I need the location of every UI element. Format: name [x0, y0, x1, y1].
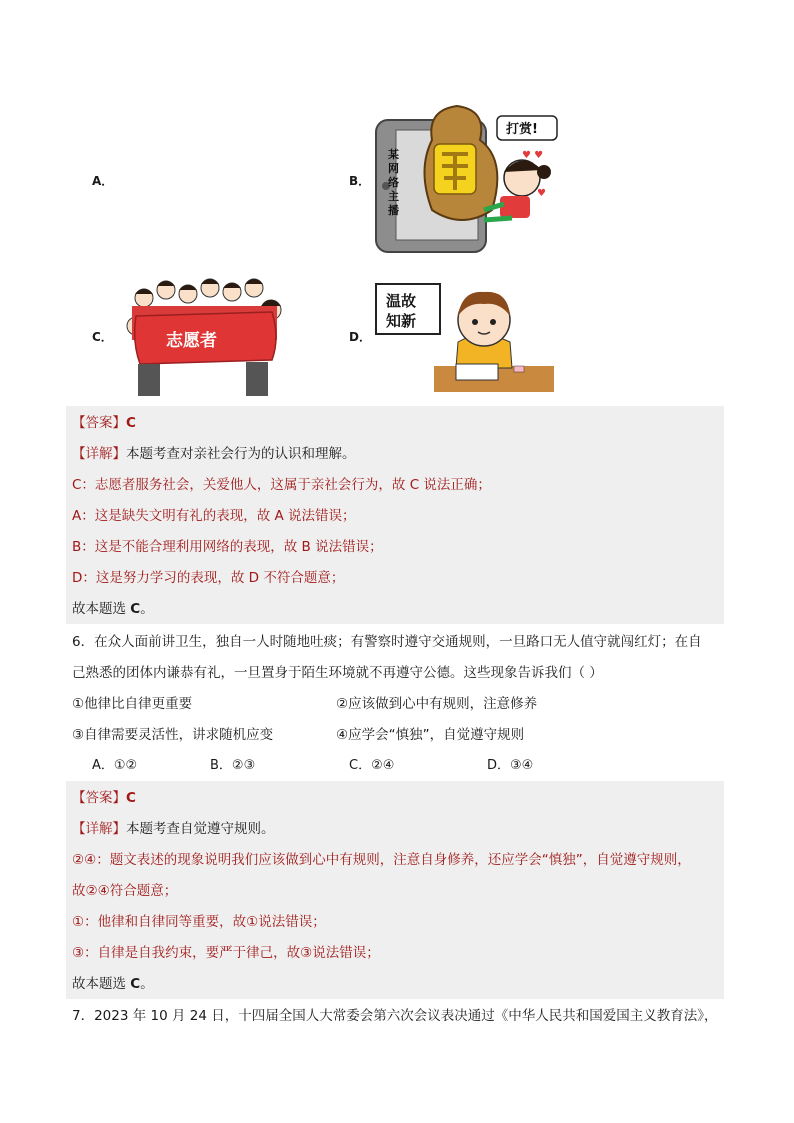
q6-stem-line1: 6．在众人面前讲卫生，独自一人时随地吐痰；有警察时遵守交通规则，一旦路口无人值守就闯红灯；在自 — [72, 634, 702, 650]
q5-analysis-d: D：这是努力学习的表现，故 D 不符合题意； — [72, 570, 345, 586]
q6-analysis-line1: ②④：题文表述的现象说明我们应该做到心中有规则，注意自身修养，还应学会“慎独”，自觉遵守规则， — [72, 852, 691, 868]
q6-choice-c: C．②④ — [349, 758, 395, 773]
q6-item-3: ③自律需要灵活性，讲求随机应变 — [72, 727, 274, 743]
option-b-illustration — [372, 100, 562, 255]
q5-analysis-a: A：这是缺失文明有礼的表现，故 A 说法错误； — [72, 508, 356, 524]
q5-detail-line: 【详解】本题考查对亲社会行为的认识和理解。 — [72, 446, 356, 462]
option-a-label: A． — [92, 174, 114, 188]
q6-analysis-line2: 故②④符合题意； — [72, 883, 178, 899]
q6-choice-b: B．②③ — [210, 758, 256, 773]
q7-stem-line1: 7．2023 年 10 月 24 日，十四届全国人大常委会第六次会议表决通过《中华人民共和国爱国主义教育法》， — [72, 1008, 718, 1024]
option-c-banner: 志愿者 — [166, 331, 217, 351]
q6-answer-line: 【答案】C — [72, 790, 136, 806]
option-c-label: C． — [92, 330, 113, 344]
q6-analysis-line3: ①：他律和自律同等重要，故①说法错误； — [72, 914, 326, 930]
q6-detail-line: 【详解】本题考查自觉遵守规则。 — [72, 821, 275, 837]
q6-analysis-line4: ③：自律是自我约束，要严于律己，故③说法错误； — [72, 945, 380, 961]
svg-text:温故: 温故 — [386, 292, 417, 310]
svg-text:♥: ♥ — [537, 188, 546, 199]
svg-text:♥ ♥: ♥ ♥ — [522, 150, 544, 161]
q6-item-4: ④应学会“慎独”，自觉遵守规则 — [336, 727, 525, 743]
svg-text:知新: 知新 — [386, 312, 417, 330]
option-b-speech: 打赏! — [506, 122, 538, 137]
svg-text:网: 网 — [388, 162, 399, 175]
q6-choice-a: A．①② — [92, 758, 138, 773]
option-b-label: B． — [349, 174, 371, 188]
q6-stem-line2: 己熟悉的团体内谦恭有礼，一旦置身于陌生环境就不再遵守公德。这些现象告诉我们（ ） — [72, 665, 603, 681]
option-d-illustration — [372, 280, 554, 392]
option-d-label: D． — [349, 330, 371, 344]
option-c-illustration — [126, 268, 284, 396]
q6-conclusion: 故本题选 C。 — [72, 976, 154, 992]
svg-text:络: 络 — [388, 176, 399, 189]
svg-text:某: 某 — [388, 148, 399, 161]
q5-analysis-b: B：这是不能合理利用网络的表现，故 B 说法错误； — [72, 539, 383, 555]
q6-item-2: ②应该做到心中有规则，注意修养 — [336, 696, 538, 712]
q5-conclusion: 故本题选 C。 — [72, 601, 154, 617]
q6-item-1: ①他律比自律更重要 — [72, 696, 193, 712]
q5-answer-line: 【答案】C — [72, 415, 136, 431]
svg-text:主: 主 — [388, 190, 399, 203]
q6-choice-d: D．③④ — [487, 758, 534, 773]
q5-analysis-c: C：志愿者服务社会，关爱他人，这属于亲社会行为，故 C 说法正确； — [72, 477, 491, 493]
svg-text:播: 播 — [388, 204, 399, 217]
